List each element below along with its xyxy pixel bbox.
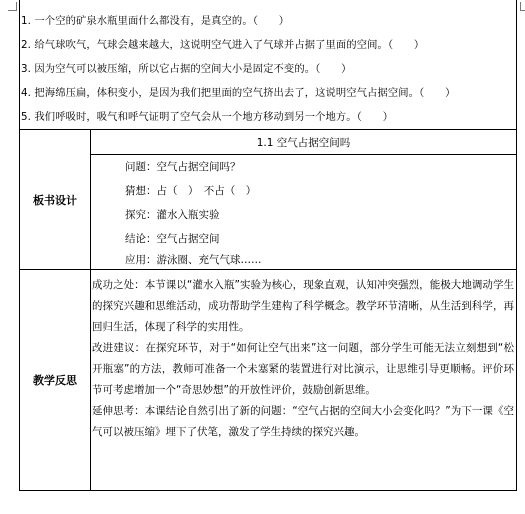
board-design-label: 板书设计: [33, 193, 77, 207]
board-line-conclusion: 结论：空气占据空间: [125, 233, 220, 245]
question-row-5: [20, 105, 516, 129]
board-line-question: 问题：空气占据空间吗？: [125, 161, 241, 173]
board-title-rule: [91, 154, 516, 155]
reflection-improve: 改进建议：在探究环节，对于“如何让空气出来”这一问题，部分学生可能无法立刻想到“松开瓶塞”的方法，教师可准备一个未塞紧的装置进行对比演示，让思维引导更顺畅。评价环节可考虑增加一个“奇思妙想”的开放性评价，鼓励创新思维。: [92, 342, 514, 396]
table-rule: [20, 269, 516, 270]
reflection-success: 成功之处：本节课以“灌水入瓶”实验为核心，现象直观，认知冲突强烈，能极大地调动学生的探究兴趣和思维活动，成功帮助学生建构了科学概念。教学环节清晰，从生活到科学，再回归生活，体现了科学的实用性。: [92, 279, 514, 333]
question-row-1: [20, 9, 516, 33]
corner-mark-left: [8, 2, 17, 11]
reflection-cell: [92, 275, 514, 443]
question-text: 1. 一个空的矿泉水瓶里面什么都没有，是真空的。（ ）: [21, 15, 290, 27]
question-row-4: [20, 81, 516, 105]
question-row-3: [20, 57, 516, 81]
board-line-guess: 猜想：占（ ） 不占（ ）: [125, 185, 257, 197]
corner-mark-right: [520, 2, 525, 11]
board-design-cell: [91, 130, 516, 269]
board-line-application: 应用：游泳圈、充气气球……: [125, 254, 262, 266]
question-text: 2. 给气球吹气，气球会越来越大，这说明空气进入了气球并占据了里面的空间。（ ）: [21, 39, 425, 51]
question-row-2: [20, 33, 516, 57]
reflection-label: 教学反思: [33, 374, 77, 387]
question-text: 4. 把海绵压扁，体积变小，是因为我们把里面的空气挤出去了，这说明空气占据空间。（ ）: [21, 87, 456, 99]
reflection-extend: 延伸思考：本课结论自然引出了新的问题：“空气占据的空间大小会变化吗？”为下一课《空气可以被压缩》埋下了伏笔，激发了学生持续的探究兴趣。: [92, 405, 514, 438]
question-text: 5. 我们呼吸时，吸气和呼气证明了空气会从一个地方移动到另一个地方。（ ）: [21, 111, 394, 123]
lesson-table: [19, 0, 517, 491]
board-title: 1.1 空气占据空间吗: [256, 137, 351, 149]
question-text: 3. 因为空气可以被压缩，所以它占据的空间大小是固定不变的。（ ）: [21, 63, 352, 75]
board-line-explore: 探究：灌水入瓶实验: [125, 209, 220, 221]
